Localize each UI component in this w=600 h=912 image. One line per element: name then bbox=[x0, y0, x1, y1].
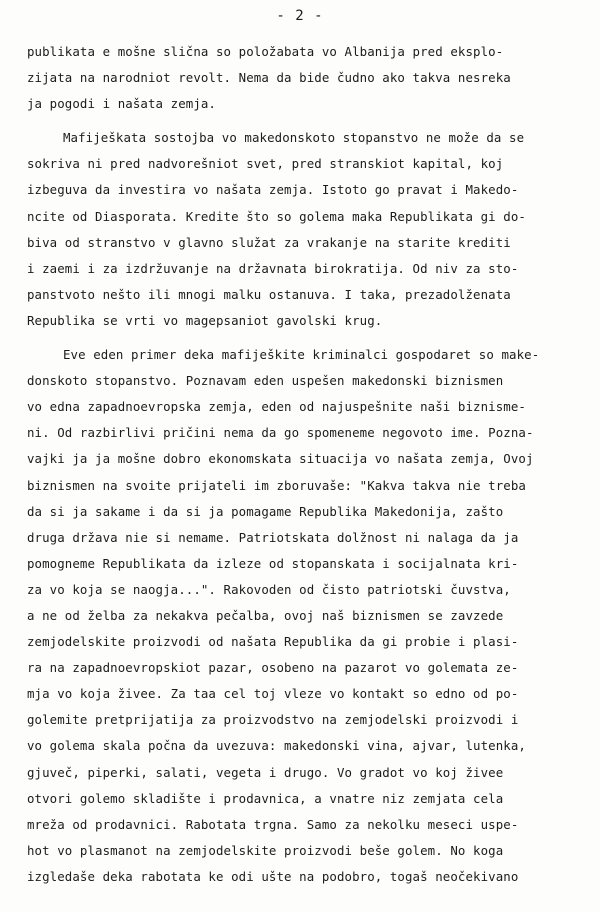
text-line: hot vo plasmanot na zemjodelskite proizvodi beše golem. No koga bbox=[27, 842, 504, 858]
text-line: donskoto stopanstvo. Poznavam eden uspešen makedonski biznismen bbox=[27, 373, 504, 389]
text-line: vo golema skala počna da uvezuva: makedonski vina, ajvar, lutenka, bbox=[27, 738, 526, 754]
text-line: Mafiješkata sostojba vo makedonskoto stopanstvo ne može da se bbox=[63, 130, 525, 146]
paragraph-1 bbox=[27, 39, 587, 117]
text-line: druga država nie si nemame. Patriotskata dolžnost ni nalaga da ja bbox=[27, 529, 519, 545]
text-line: ncite od Diasporata. Kredite što so golema maka Republikata gi do- bbox=[27, 208, 526, 224]
text-line: pomogneme Republikata da izleze od stopanskata i socijalnata kri- bbox=[27, 555, 519, 571]
text-line: zijata na narodniot revolt. Nema da bide čudno ako takva nesreka bbox=[27, 70, 511, 86]
text-line: publikata e mošne slična so položabata vo Albanija pred eksplo- bbox=[27, 44, 504, 59]
text-line: izgledaše deka rabotata ke odi ušte na podobro, togaš neočekivano bbox=[27, 868, 519, 884]
text-line: gjuveč, piperki, salati, vegeta i drugo. Vo gradot vo koj živee bbox=[27, 764, 504, 780]
text-line: ni. Od razbirlivi pričini nema da go spomeneme negovoto ime. Pozna- bbox=[27, 425, 534, 441]
text-line: mja vo koja živee. Za taa cel toj vleze vo kontakt so edno od po- bbox=[27, 686, 519, 702]
text-line: ja pogodi i našata zemja. bbox=[27, 96, 216, 112]
text-line: mreža od prodavnici. Rabotata trgna. Samo za nekolku meseci uspe- bbox=[27, 816, 519, 832]
text-line: biznismen na svoite prijateli im zboruvaše: "Kakva takva nie treba bbox=[27, 477, 526, 493]
text-line: otvori golemo skladište i prodavnica, a vnatre niz zemjata cela bbox=[27, 790, 504, 806]
text-line: panstvoto nešto ili mnogi malku ostanuva. I taka, prezadolženata bbox=[27, 286, 511, 302]
text-line: i zaemi i za izdržuvanje na državnata birokratija. Od niv za sto- bbox=[27, 260, 519, 276]
text-line: sokriva ni pred nadvorešniot svet, pred stranskiot kapital, koj bbox=[27, 156, 504, 172]
paragraph-3 bbox=[27, 342, 587, 890]
text-line: golemite pretprijatija za proizvodstvo na zemjodelski proizvodi i bbox=[27, 712, 519, 728]
text-line: Eve eden primer deka mafiješkite kriminalci gospodaret so make- bbox=[63, 347, 540, 363]
page-number: - 2 - bbox=[276, 8, 324, 24]
body-text bbox=[27, 39, 587, 890]
text-line: Republika se vrti vo magepsaniot gavolski krug. bbox=[27, 312, 383, 328]
text-line: vo edna zapadnoevropska zemja, eden od najuspešnite naši biznisme- bbox=[27, 399, 526, 415]
text-line: izbeguva da investira vo našata zemja. Istoto go pravat i Makedo- bbox=[27, 182, 519, 198]
text-line: zemjodelskite proizvodi od našata Republika da gi probie i plasi- bbox=[27, 634, 519, 650]
paragraph-2 bbox=[27, 125, 587, 334]
text-line: ra na zapadnoevropskiot pazar, osobeno na pazarot vo golemata ze- bbox=[27, 660, 519, 676]
text-line: biva od stranstvo v glavno služat za vrakanje na starite krediti bbox=[27, 234, 511, 250]
text-line: a ne od želba za nekakva pečalba, ovoj naš biznismen se zavzede bbox=[27, 607, 504, 623]
text-line: da si ja sakame i da si ja pomagame Republika Makedonija, zašto bbox=[27, 503, 504, 519]
text-line: za vo koja se naogja...". Rakovoden od čisto patriotski čuvstva, bbox=[27, 581, 511, 597]
text-line: vajki ja ja mošne dobro ekonomskata situacija vo našata zemja, Ovoj bbox=[27, 451, 534, 467]
